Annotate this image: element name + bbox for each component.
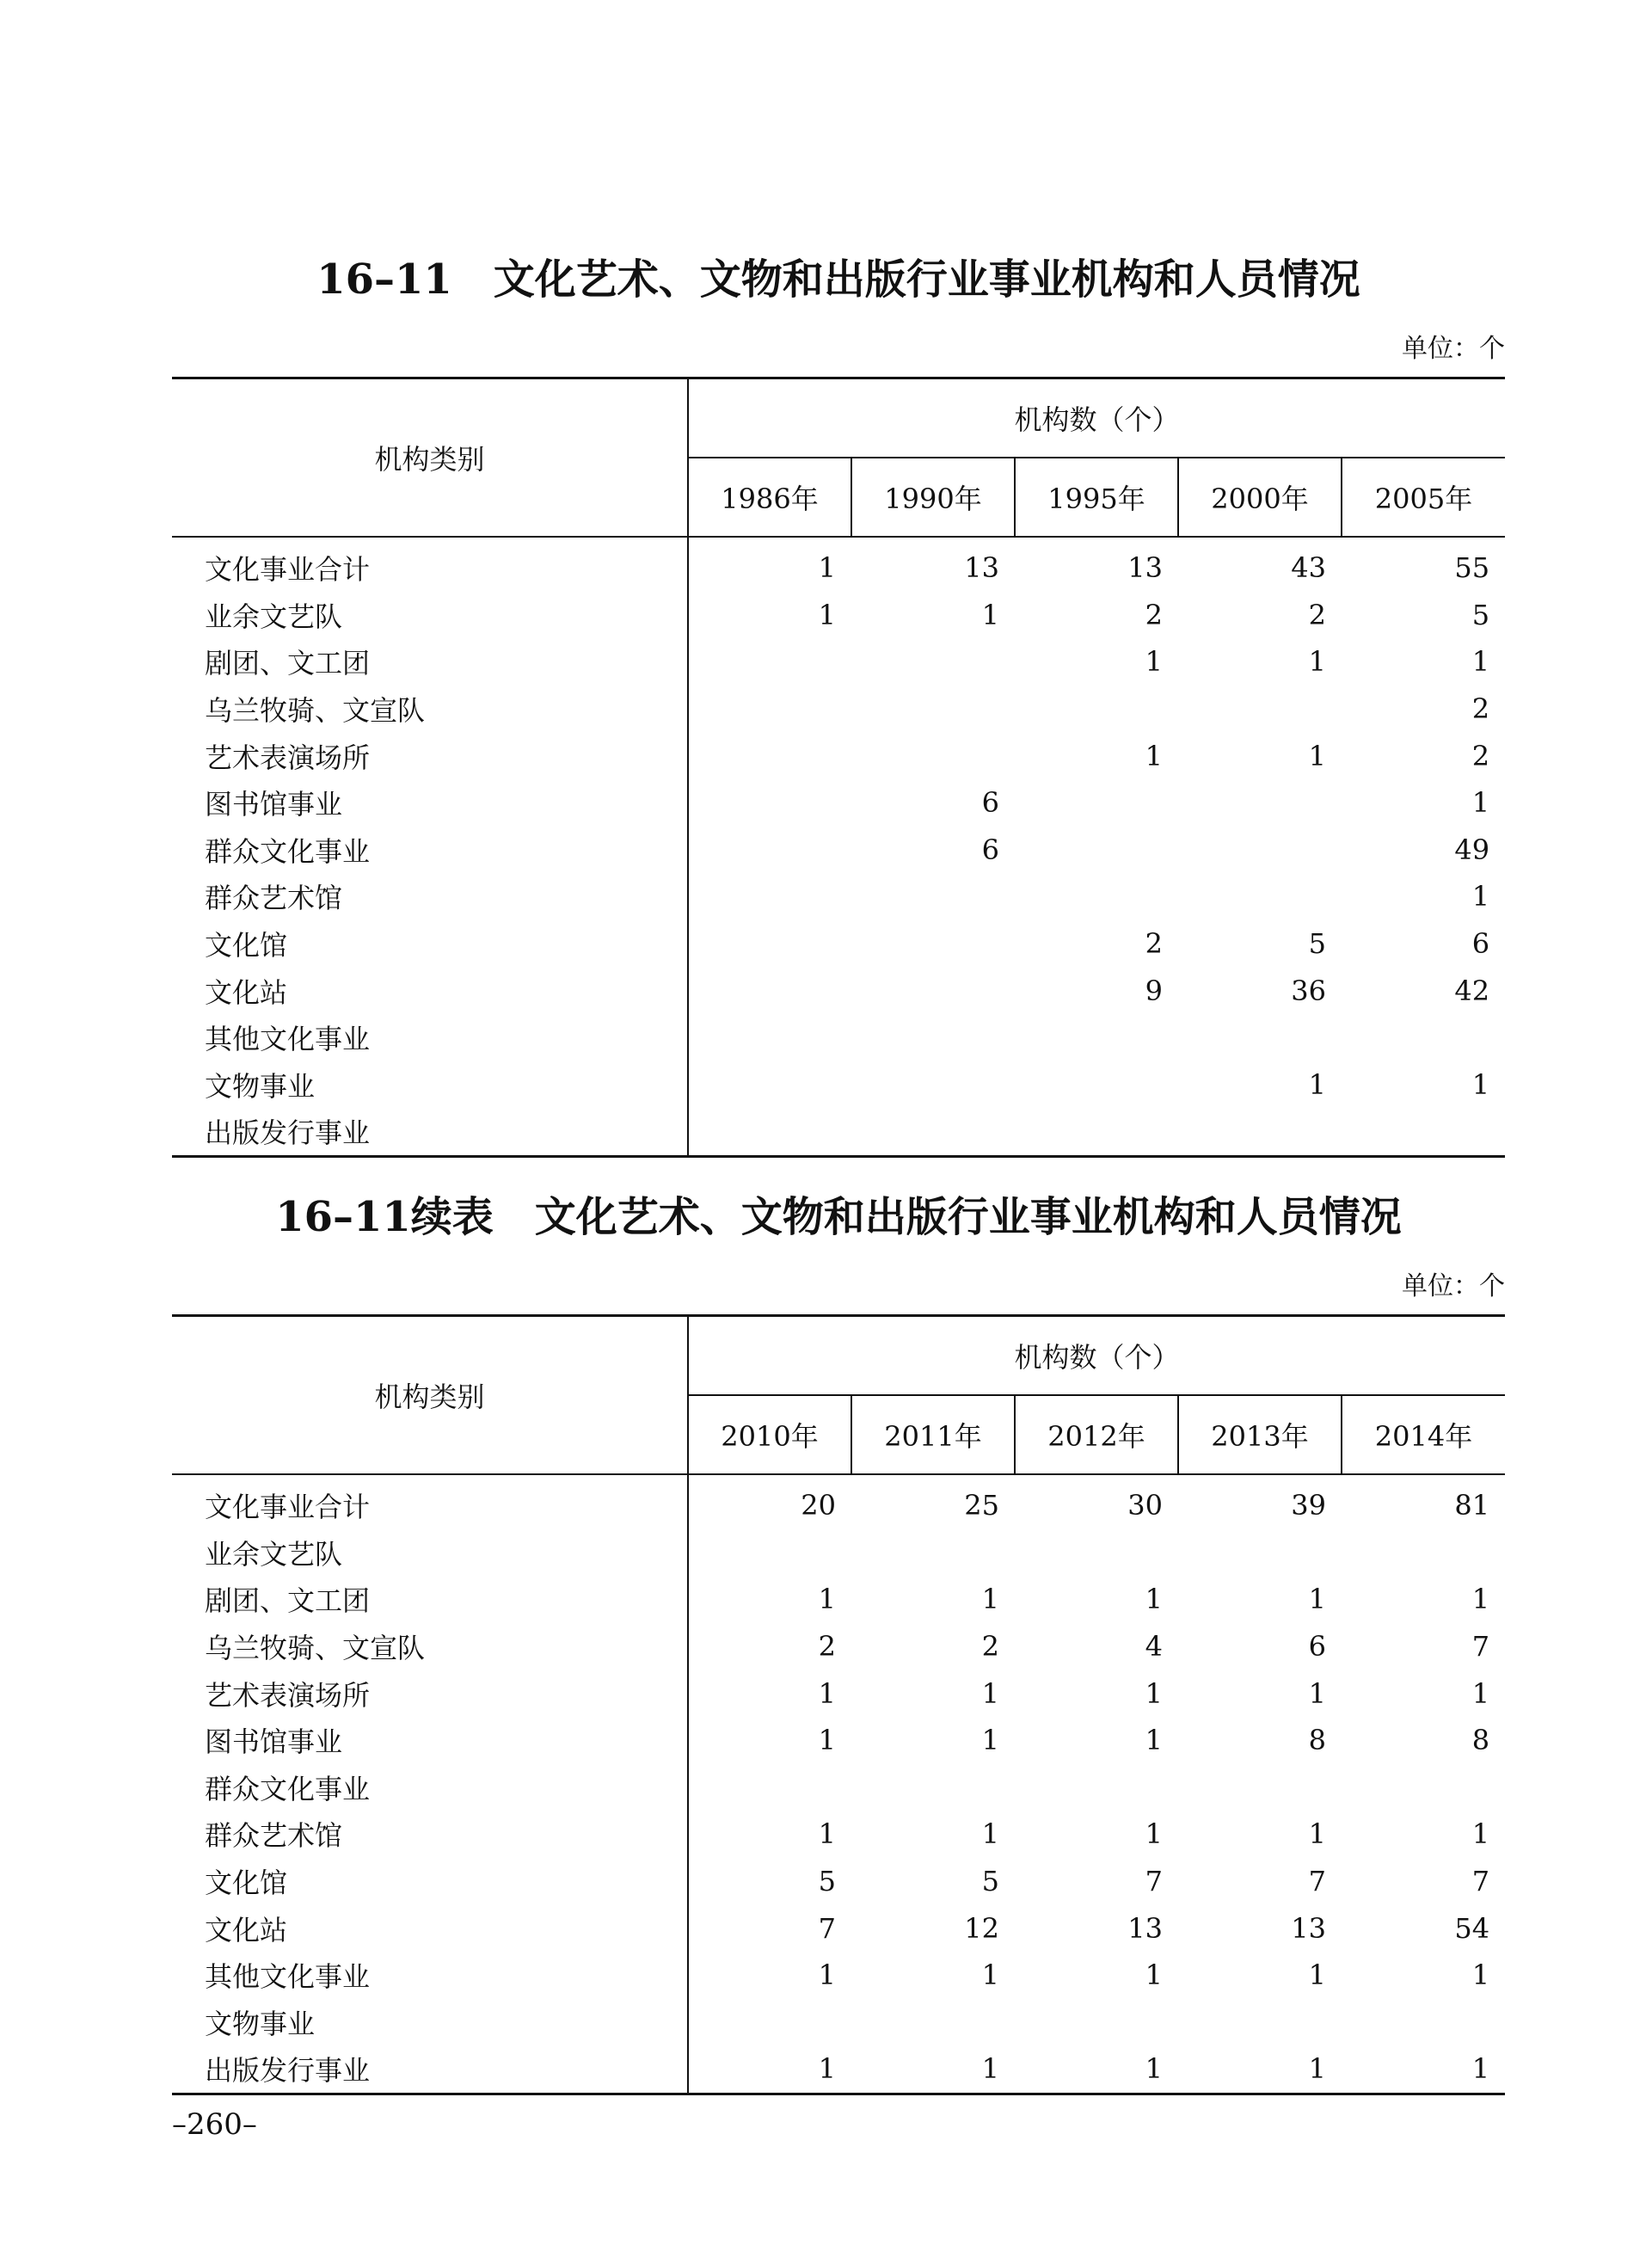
table-cell: 1: [851, 2045, 1015, 2094]
table-row: [172, 592, 1505, 639]
table-cell: [688, 1529, 851, 1577]
table-title: 16–11续表 文化艺术、文物和出版行业事业机构和人员情况: [275, 1193, 1402, 1241]
table-cell: [688, 1014, 851, 1061]
row-label: 群众文化事业: [172, 1764, 688, 1811]
table-cell: 6: [1471, 927, 1490, 961]
table-cell: [688, 1061, 851, 1109]
table-cell: [688, 779, 851, 827]
table-cell: 1: [1145, 739, 1163, 772]
group-header: 机构数（个）: [688, 378, 1505, 458]
category-header: 机构类别: [172, 1316, 688, 1475]
table-cell: 1: [1145, 1959, 1163, 1992]
table-cell: 1: [688, 2045, 851, 2094]
table-cell: 30: [1127, 1489, 1163, 1522]
table-row: [172, 1061, 1505, 1109]
row-label: 文化馆: [172, 1858, 688, 1905]
table-cell: 1: [1471, 1583, 1490, 1616]
table-cell: 12: [964, 1911, 999, 1945]
table-cell: 2: [1145, 927, 1163, 961]
table-cell: [851, 967, 1015, 1014]
table-cell: 1: [1342, 2045, 1505, 2094]
table-cell: 1: [818, 1724, 836, 1757]
table-cell: 1: [1471, 786, 1490, 820]
row-label: 乌兰牧骑、文宣队: [172, 1623, 688, 1670]
year-header: 2013年: [1178, 1395, 1342, 1474]
table-cell: [688, 1108, 851, 1156]
table-cell: 1: [981, 1724, 999, 1757]
table-cell: [1015, 1108, 1178, 1156]
table-cell: [851, 1529, 1015, 1577]
table-cell: 1: [1471, 645, 1490, 679]
table-cell: 7: [1471, 1865, 1490, 1898]
table-cell: [1342, 1014, 1505, 1061]
row-label: 其他文化事业: [172, 1014, 688, 1061]
year-header: 1990年: [851, 458, 1015, 537]
row-label: 群众艺术馆: [172, 1811, 688, 1858]
table-cell: 2: [1471, 739, 1490, 772]
row-label: 出版发行事业: [172, 2045, 688, 2094]
table-cell: [1342, 1529, 1505, 1577]
table-cell: [688, 1764, 851, 1811]
table-cell: 13: [964, 551, 999, 585]
table-cell: [1178, 779, 1342, 827]
table-cell: 5: [981, 1865, 999, 1898]
table-row: [172, 732, 1505, 779]
table-cell: [1015, 827, 1178, 874]
table-cell: 4: [1145, 1630, 1163, 1664]
row-label: 乌兰牧骑、文宣队: [172, 686, 688, 733]
table-cell: 1: [1145, 1724, 1163, 1757]
table-cell: 1: [1308, 645, 1326, 679]
table-cell: [1015, 1999, 1178, 2046]
year-header: 1986年: [688, 458, 851, 537]
row-label: 业余文艺队: [172, 1529, 688, 1577]
table-cell: 1: [1145, 1817, 1163, 1851]
table-cell: 1: [1178, 2045, 1342, 2094]
table-row: [172, 779, 1505, 827]
table-row: [172, 1858, 1505, 1905]
table-cell: 1: [981, 598, 999, 631]
year-header: 2014年: [1342, 1395, 1505, 1474]
table-cell: 9: [1145, 974, 1163, 1007]
table-cell: [1015, 1529, 1178, 1577]
table-cell: 39: [1291, 1489, 1326, 1522]
table-cell: 1: [1145, 1583, 1163, 1616]
table-cell: 43: [1291, 551, 1326, 585]
year-header: 2011年: [851, 1395, 1015, 1474]
table-cell: [1178, 686, 1342, 733]
table-cell: 1: [1308, 1676, 1326, 1710]
table-row: [172, 638, 1505, 686]
table-cell: [688, 827, 851, 874]
table-row: [172, 1576, 1505, 1623]
row-label: 艺术表演场所: [172, 732, 688, 779]
table-cell: 7: [1471, 1630, 1490, 1664]
table-cell: 1: [1145, 645, 1163, 679]
table-cell: [851, 920, 1015, 968]
table-cell: [1342, 1764, 1505, 1811]
row-label: 群众艺术馆: [172, 873, 688, 920]
table-row: [172, 1623, 1505, 1670]
table-cell: 2: [1308, 598, 1326, 631]
table-row: [172, 827, 1505, 874]
table-cell: [1015, 873, 1178, 920]
group-header: 机构数（个）: [688, 1316, 1505, 1396]
table-cell: 1: [981, 1583, 999, 1616]
row-label: 文物事业: [172, 1061, 688, 1109]
table-cell: [1178, 1764, 1342, 1811]
row-label: 剧团、文工团: [172, 638, 688, 686]
table-cell: 13: [1127, 1911, 1163, 1945]
row-label: 剧团、文工团: [172, 1576, 688, 1623]
table-cell: [1015, 1061, 1178, 1109]
year-header: 1995年: [1015, 458, 1178, 537]
table-row: [172, 1108, 1505, 1156]
table-row: [172, 1717, 1505, 1764]
table-cell: 1: [818, 1583, 836, 1616]
table-cell: 1: [818, 1817, 836, 1851]
table-cell: 2: [981, 1630, 999, 1664]
data-table: [172, 377, 1505, 1158]
table-cell: [851, 732, 1015, 779]
table-cell: [1015, 686, 1178, 733]
table-cell: 1: [1471, 1067, 1490, 1101]
table-cell: [851, 1999, 1015, 2046]
table-row: [172, 1014, 1505, 1061]
table-row: [172, 2045, 1505, 2094]
year-header: 2010年: [688, 1395, 851, 1474]
table-cell: 13: [1127, 551, 1163, 585]
table-cell: [1178, 1529, 1342, 1577]
table-cell: 1: [981, 1817, 999, 1851]
table-cell: [1342, 1999, 1505, 2046]
table-cell: 55: [1454, 551, 1490, 585]
table-cell: 1: [818, 598, 836, 631]
row-label: 文化站: [172, 967, 688, 1014]
table-body: [172, 1474, 1505, 2094]
table-cell: 49: [1454, 833, 1490, 866]
table-row: [172, 920, 1505, 968]
table-row: [172, 686, 1505, 733]
table-cell: 2: [1145, 598, 1163, 631]
table-cell: [1015, 1014, 1178, 1061]
year-header: 2000年: [1178, 458, 1342, 537]
row-label: 文化站: [172, 1904, 688, 1952]
table-cell: 7: [818, 1911, 836, 1945]
table-cell: 8: [1308, 1724, 1326, 1757]
table-cell: 1: [981, 1676, 999, 1710]
table-cell: 36: [1291, 974, 1326, 1007]
table-cell: 1: [1471, 880, 1490, 913]
table-cell: 7: [1308, 1865, 1326, 1898]
table-row: [172, 1670, 1505, 1717]
table-row: [172, 1999, 1505, 2046]
table-row: [172, 1474, 1505, 1529]
row-label: 文化馆: [172, 920, 688, 968]
table-cell: [688, 686, 851, 733]
row-label: 图书馆事业: [172, 1717, 688, 1764]
table-cell: 1: [1145, 1676, 1163, 1710]
table-cell: [1015, 779, 1178, 827]
table-cell: 1: [1471, 1817, 1490, 1851]
row-label: 图书馆事业: [172, 779, 688, 827]
table-cell: 5: [1308, 927, 1326, 961]
unit-label: 单位：个: [1402, 1271, 1505, 1301]
table-cell: 42: [1454, 974, 1490, 1007]
table-cell: 1: [818, 1676, 836, 1710]
table-cell: [851, 1764, 1015, 1811]
table-cell: 1: [1308, 1583, 1326, 1616]
table-cell: [1178, 1999, 1342, 2046]
table-cell: 1: [1308, 739, 1326, 772]
table-cell: 1: [1308, 1817, 1326, 1851]
table-cell: 1: [818, 1959, 836, 1992]
page-number: –260–: [172, 2107, 257, 2142]
table-cell: 8: [1471, 1724, 1490, 1757]
table-cell: 1: [1471, 1676, 1490, 1710]
table-title: 16–11 文化艺术、文物和出版行业事业机构和人员情况: [316, 255, 1360, 304]
table-cell: [1015, 1764, 1178, 1811]
row-label: 出版发行事业: [172, 1108, 688, 1156]
table-cell: 25: [964, 1489, 999, 1522]
table-cell: 5: [818, 1865, 836, 1898]
table-row: [172, 1529, 1505, 1577]
table-cell: 1: [1308, 1067, 1326, 1101]
table-cell: [688, 873, 851, 920]
table-cell: 1: [981, 1959, 999, 1992]
row-label: 文物事业: [172, 1999, 688, 2046]
data-table: [172, 1314, 1505, 2095]
table-cell: [851, 686, 1015, 733]
category-header: 机构类别: [172, 378, 688, 538]
row-label: 文化事业合计: [172, 1474, 688, 1529]
table-cell: [688, 638, 851, 686]
table-cell: 81: [1454, 1489, 1490, 1522]
table-cell: 6: [1308, 1630, 1326, 1664]
table-row: [172, 537, 1505, 592]
table-cell: 1: [1471, 1959, 1490, 1992]
table-cell: [688, 1999, 851, 2046]
table-cell: 2: [1471, 692, 1490, 726]
table-cell: [1342, 1108, 1505, 1156]
year-header: 2012年: [1015, 1395, 1178, 1474]
table-cell: 13: [1291, 1911, 1326, 1945]
table-row: [172, 967, 1505, 1014]
table-cell: [688, 732, 851, 779]
table-cell: 2: [818, 1630, 836, 1664]
table-cell: 6: [981, 786, 999, 820]
table-cell: 20: [801, 1489, 836, 1522]
row-label: 群众文化事业: [172, 827, 688, 874]
table-cell: [851, 638, 1015, 686]
table-cell: 6: [981, 833, 999, 866]
table-row: [172, 1904, 1505, 1952]
table-cell: [688, 920, 851, 968]
table-cell: [851, 1061, 1015, 1109]
table-cell: [1178, 873, 1342, 920]
table-row: [172, 1811, 1505, 1858]
table-row: [172, 1952, 1505, 1999]
table-cell: [1178, 1108, 1342, 1156]
row-label: 文化事业合计: [172, 537, 688, 592]
table-cell: [1178, 827, 1342, 874]
table-cell: [1178, 1014, 1342, 1061]
unit-label: 单位：个: [1402, 334, 1505, 364]
table-row: [172, 1764, 1505, 1811]
table-body: [172, 537, 1505, 1156]
table-cell: 54: [1454, 1911, 1490, 1945]
row-label: 业余文艺队: [172, 592, 688, 639]
table-cell: 7: [1145, 1865, 1163, 1898]
table-cell: 1: [818, 551, 836, 585]
row-label: 艺术表演场所: [172, 1670, 688, 1717]
table-cell: [851, 1108, 1015, 1156]
table-cell: 5: [1471, 598, 1490, 631]
row-label: 其他文化事业: [172, 1952, 688, 1999]
table-cell: 1: [1308, 1959, 1326, 1992]
table-cell: [688, 967, 851, 1014]
table-cell: [851, 1014, 1015, 1061]
year-header: 2005年: [1342, 458, 1505, 537]
table-cell: 1: [1015, 2045, 1178, 2094]
table-cell: [851, 873, 1015, 920]
table-row: [172, 873, 1505, 920]
